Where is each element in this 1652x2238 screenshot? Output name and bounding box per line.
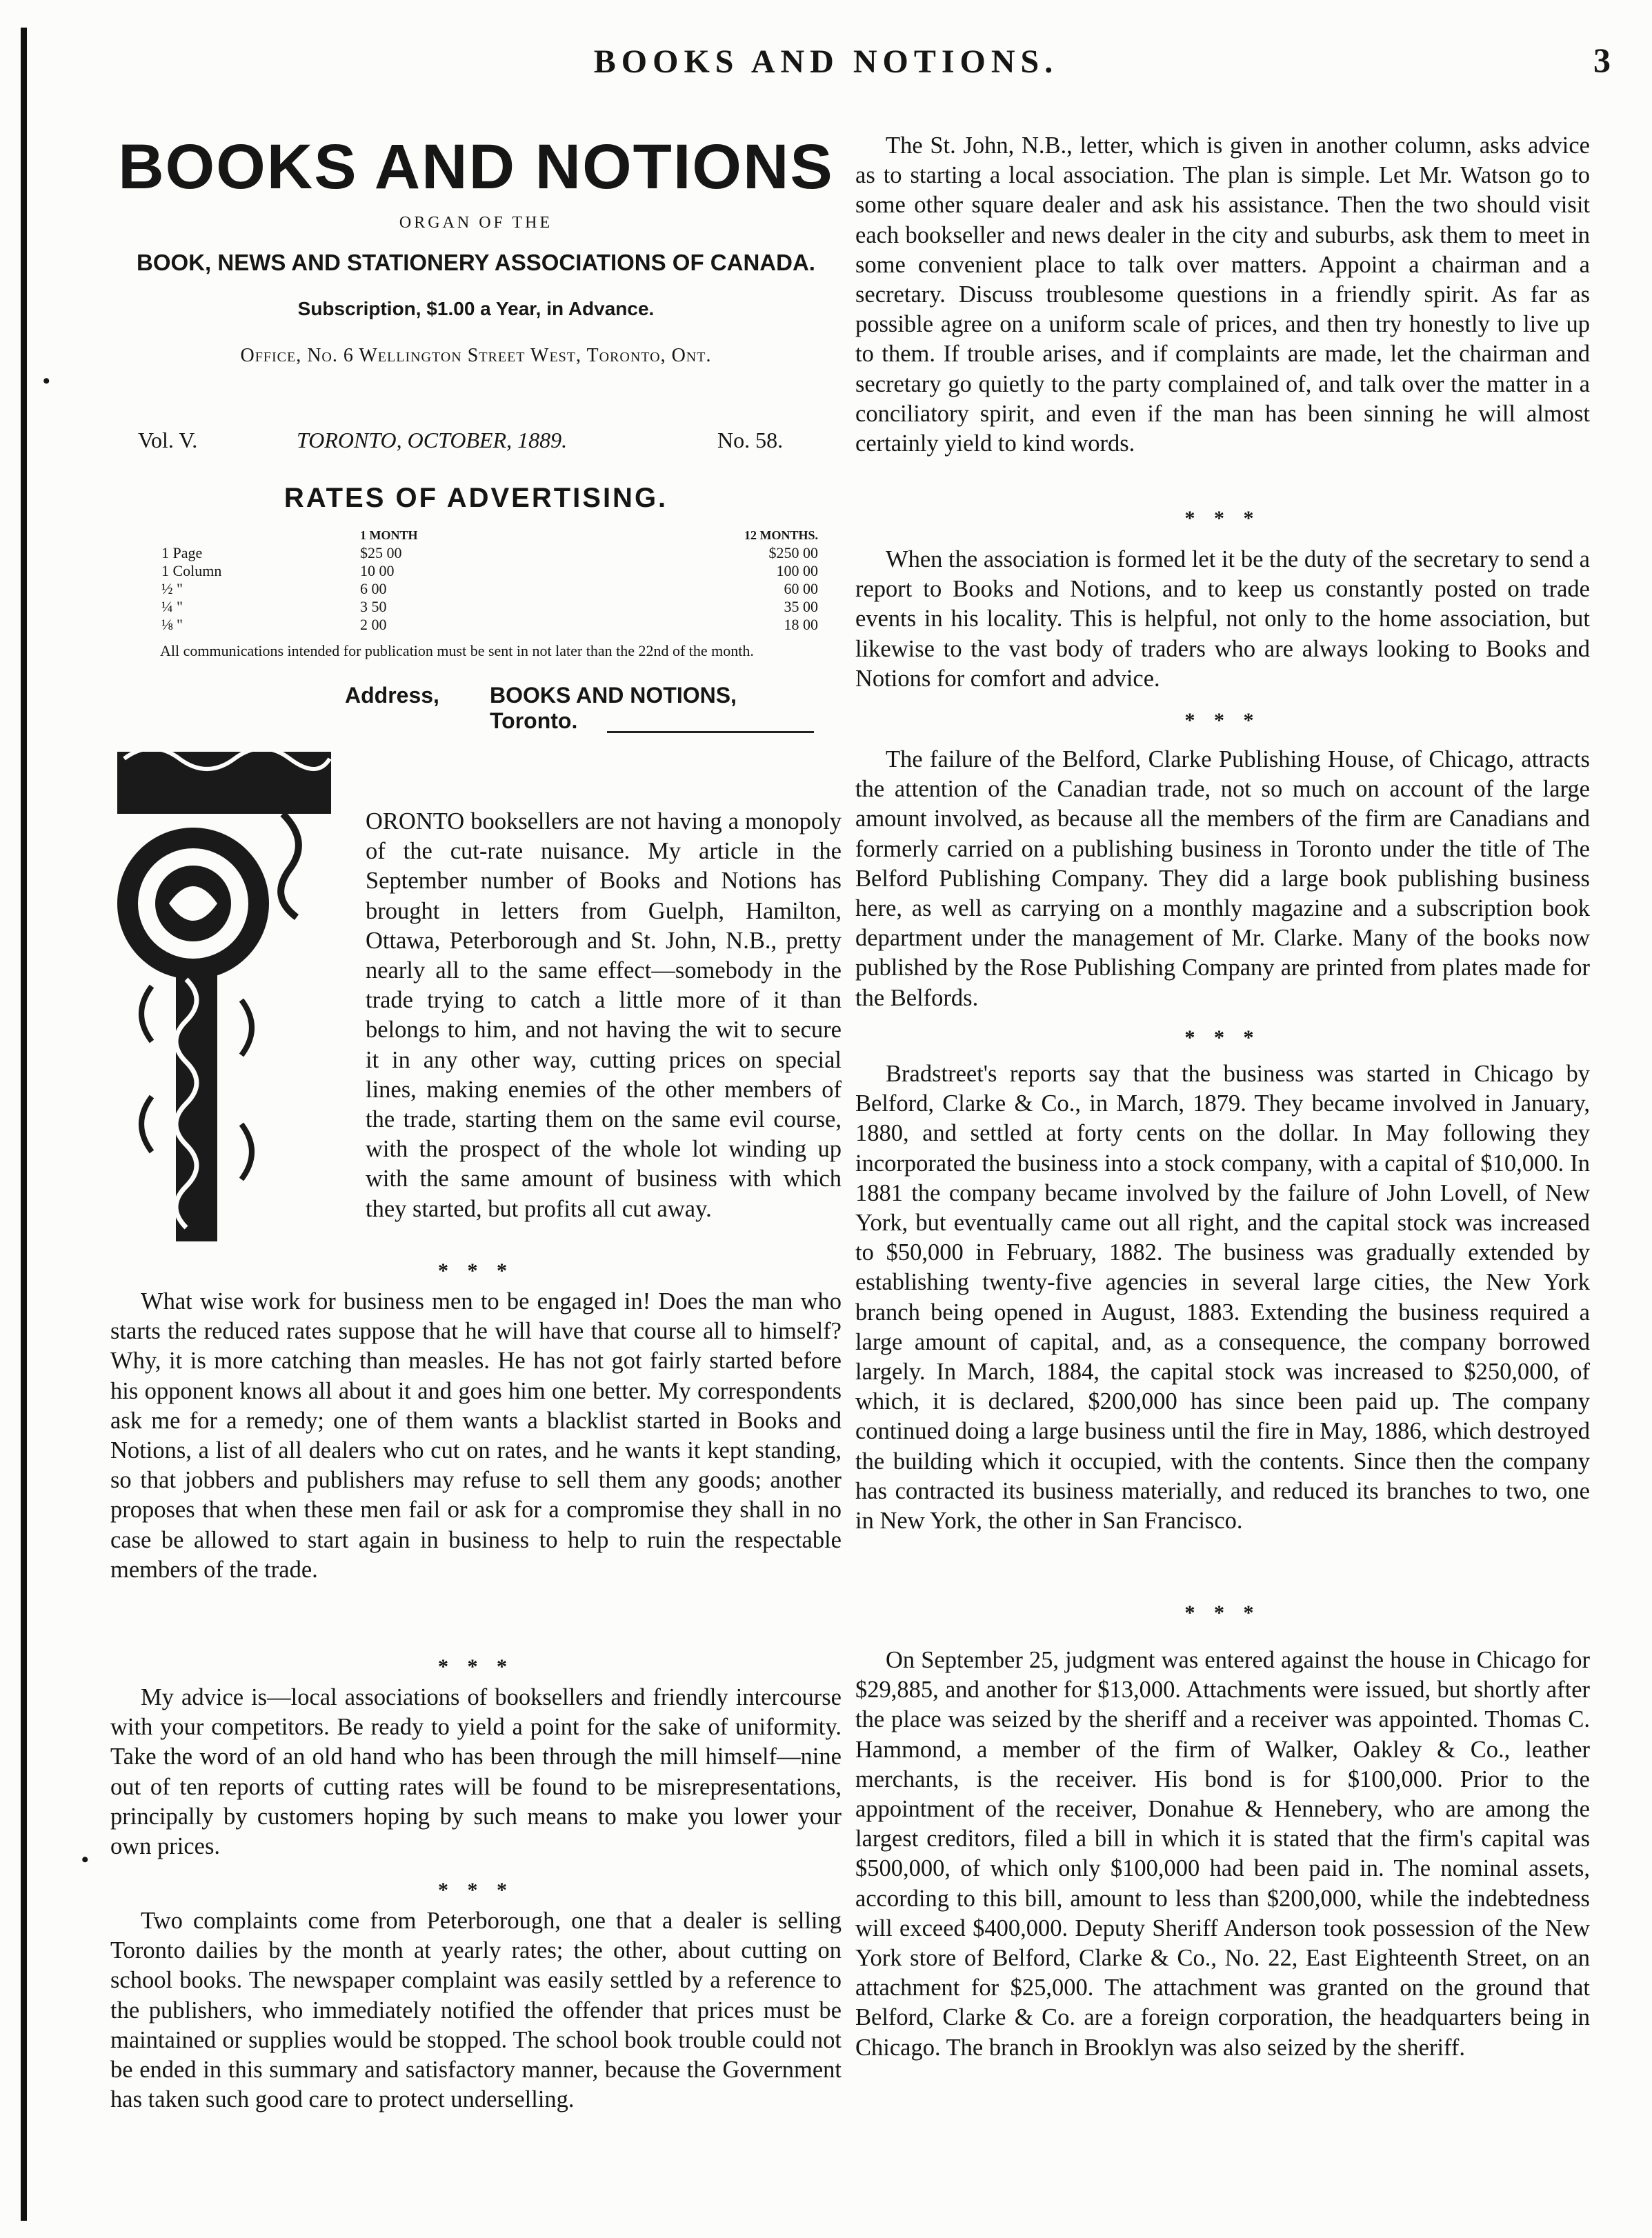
article-paragraph: The failure of the Belford, Clarke Publishing House, of Chicago, attracts the attention of the Canadian trade, not so much on account of the large amount involved, as because all the members of the firm are Canadians and formerly carried on a publishing business in Toronto under the title of The Belford Publishing Company. They did a large book publishing business here, as well as carrying on a monthly magazine and a subscription book department under the management of Mr. Clarke. Many of the books now published by the Rose Publishing Company are printed from plates made for the Belfords. (855, 746, 1590, 1011)
ornamental-t-icon (110, 738, 338, 1248)
margin-speck: • (43, 370, 50, 392)
masthead-organ: ORGAN OF THE (399, 214, 553, 232)
section-separator: * * * (1184, 1601, 1261, 1624)
rate-size: ½ " (161, 580, 183, 597)
volume-label: Vol. V. (138, 428, 198, 452)
section-separator: * * * (1184, 1026, 1261, 1049)
left-p1-lead (366, 807, 842, 1224)
address-value: BOOKS AND NOTIONS, Toronto. (490, 683, 737, 733)
section-separator: * * * (438, 1879, 514, 1901)
rates-row (159, 598, 821, 616)
rate-one-month: $25 00 (360, 544, 402, 561)
issue-date: TORONTO, OCTOBER, 1889. (297, 428, 568, 452)
rate-twelve-months: 60 00 (784, 580, 818, 597)
rate-size: 1 Column (161, 562, 222, 579)
right-p1 (855, 131, 1590, 459)
rates-row (159, 580, 821, 598)
rates-header-row (159, 527, 821, 544)
article-paragraph: What wise work for business men to be engaged in! Does the man who starts the reduced rates suppose that he will have that course all to himself? Why, it is more catching than measles. He has not got fairly started before his opponent knows all about it and goes him one better. My correspondents ask me for a remedy; one of them wants a blacklist started in Books and Notions, a list of all dealers who cut on rates, and he wants it kept standing, so that jobbers and publishers may refuse to sell them any goods; another proposes that when these men fail or ask for a compromise they shall in no case be allowed to start again in business to help to ruin the respectable members of the trade. (110, 1288, 842, 1583)
article-paragraph: Bradstreet's reports say that the business was started in Chicago by Belford, Clarke & Co., in March, 1879. They became involved in January, 1880, and settled at forty cents on the dollar. In May following they incorporated the business into a stock company, with a capital of $10,000. In 1881 the company became involved by the failure of John Lovell, of New York, but eventually came out all right, and the capital stock was increased to $50,000 in February, 1882. The business was gradually extended by establishing twenty-five agencies in several large cities, the New York branch being opened in August, 1883. Extending the business required a large amount of capital, and, as a consequence, the company borrowed largely. In March, 1884, the capital stock was increased to $250,000, of which, it is declared, $200,000 has since been paid up. The company continued doing a large business until the fire in May, 1886, which destroyed the building which it occupied, with the contents. Since then the company has contracted its business materially, and reduced its branches to two, one in New York, the other in San Francisco. (855, 1061, 1590, 1535)
section-separator: * * * (438, 1655, 514, 1678)
rates-note: All communications intended for publication must be sent in not later than the 22nd of the month. (160, 642, 754, 659)
rate-one-month: 2 00 (360, 616, 387, 633)
masthead-office: Office, No. 6 Wellington Street West, Toronto, Ont. (240, 345, 712, 366)
masthead-title: BOOKS AND NOTIONS (118, 132, 834, 202)
right-p3 (855, 745, 1590, 1013)
running-head: BOOKS AND NOTIONS. (593, 43, 1059, 80)
address-label: Address, (345, 683, 439, 708)
masthead-associations: BOOK, NEWS AND STATIONERY ASSOCIATIONS OF CANADA. (137, 250, 815, 275)
article-paragraph: My advice is—local associations of booksellers and friendly intercourse with your competitors. Be ready to yield a point for the sake of uniformity. Take the word of an old hand who has been through the mill himself—nine out of ten reports of cutting rates will be found to be misrepresentations, principally by customers hoping by such means to make you lower your own prices. (110, 1684, 842, 1860)
rate-twelve-months: 18 00 (784, 616, 818, 633)
page-number: 3 (1593, 41, 1611, 79)
section-separator: * * * (438, 1259, 514, 1282)
right-p4 (855, 1059, 1590, 1536)
divider-rule (607, 731, 814, 733)
rates-row (159, 562, 821, 580)
article-paragraph: When the association is formed let it be the duty of the secretary to send a report to Books and Notions, and to keep us constantly posted on trade events in his locality. This is helpful, not only to the home association, but likewise to the vast body of traders who are always looking to Books and Notions for comfort and advice. (855, 546, 1590, 692)
article-paragraph: ORONTO booksellers are not having a monopoly of the cut-rate nuisance. My article in the September number of Books and Notions has brought in letters from Guelph, Hamilton, Ottawa, Peterborough and St. John, N.B., pretty nearly all to the same effect—somebody in the trade trying to catch a little more of it than belongs to him, and not having the wit to secure it in any other way, cutting prices on special lines, making enemies of the other members of the trade, starting them on the same evil course, with the prospect of the whole lot winding up with the same amount of business with which they started, but profits all cut away. (366, 808, 842, 1222)
rate-twelve-months: 100 00 (776, 562, 818, 579)
right-p5 (855, 1646, 1590, 2063)
left-p4 (110, 1906, 842, 2115)
rate-twelve-months: 35 00 (784, 598, 818, 615)
article-paragraph: On September 25, judgment was entered against the house in Chicago for $29,885, and another for $13,000. Attachments were issued, but shortly after the place was seized by the sheriff and a receiver was appointed. Thomas C. Hammond, a member of the firm of Walker, Oakley & Co., leather merchants, is the receiver. His bond is for $100,000. Prior to the appointment of the receiver, Donahue & Hennebery, who are among the largest creditors, filed a bill in which it is stated that the firm's capital was $500,000, of which only $100,000 had been paid in. The nominal assets, according to this bill, amount to less than $200,000, while the indebtedness will exceed $400,000. Deputy Sheriff Anderson took possession of the New York store of Belford, Clarke & Co., No. 22, East Eighteenth Street, on an attachment for $25,000. The attachment was granted on the ground that Belford, Clarke & Co. are a foreign corporation, the headquarters being in Chicago. The branch in Brooklyn was also seized by the sheriff. (855, 1647, 1590, 2061)
rate-twelve-months: $250 00 (768, 544, 818, 561)
ornamental-dropcap (110, 738, 338, 1248)
section-separator: * * * (1184, 709, 1261, 732)
masthead-subscription: Subscription, $1.00 a Year, in Advance. (297, 298, 655, 319)
rates-row (159, 616, 821, 634)
article-paragraph: Two complaints come from Peterborough, one that a dealer is selling Toronto dailies by the month at yearly rates; the other, about cutting on school books. The newspaper complaint was easily settled by a reference to the publishers, who immediately notified the offender that prices must be maintained or supplies would be stopped. The school book trouble could not be ended in this summary and satisfactory manner, because the Government has taken such good care to protect underselling. (110, 1908, 842, 2113)
article-paragraph: The St. John, N.B., letter, which is given in another column, asks advice as to starting a local association. The plan is simple. Let Mr. Watson go to some other square dealer and ask his assistance. Then the two should visit each bookseller and news dealer in the city and suburbs, ask them to meet in some convenient place to talk over matters. Appoint a chairman and a secretary. Discuss troublesome questions in a friendly spirit. As far as possible agree on a uniform scale of prices, and then try honestly to live up to them. If trouble arises, and if complaints are made, let the chairman and secretary go quietly to the party complained of, and talk over the matter in a conciliatory spirit, and even if the man has been sinning he will almost certainly yield to kind words. (855, 132, 1590, 457)
left-p3 (110, 1683, 842, 1861)
rates-table (159, 527, 821, 634)
rate-one-month: 6 00 (360, 580, 387, 597)
rate-one-month: 10 00 (360, 562, 395, 579)
issue-number: No. 58. (717, 428, 784, 452)
left-p2 (110, 1287, 842, 1585)
rates-title: RATES OF ADVERTISING. (283, 483, 668, 513)
rate-size: 1 Page (161, 544, 203, 561)
rates-col-header: 1 MONTH (360, 528, 418, 542)
section-separator: * * * (1184, 507, 1261, 530)
margin-speck: • (81, 1848, 89, 1871)
rate-size: ⅛ " (161, 616, 183, 633)
rate-size: ¼ " (161, 598, 183, 615)
rate-one-month: 3 50 (360, 598, 387, 615)
right-p2 (855, 545, 1590, 694)
rates-row (159, 544, 821, 562)
rates-col-header: 12 MONTHS. (744, 528, 818, 542)
page-edge-rule (21, 28, 27, 2221)
